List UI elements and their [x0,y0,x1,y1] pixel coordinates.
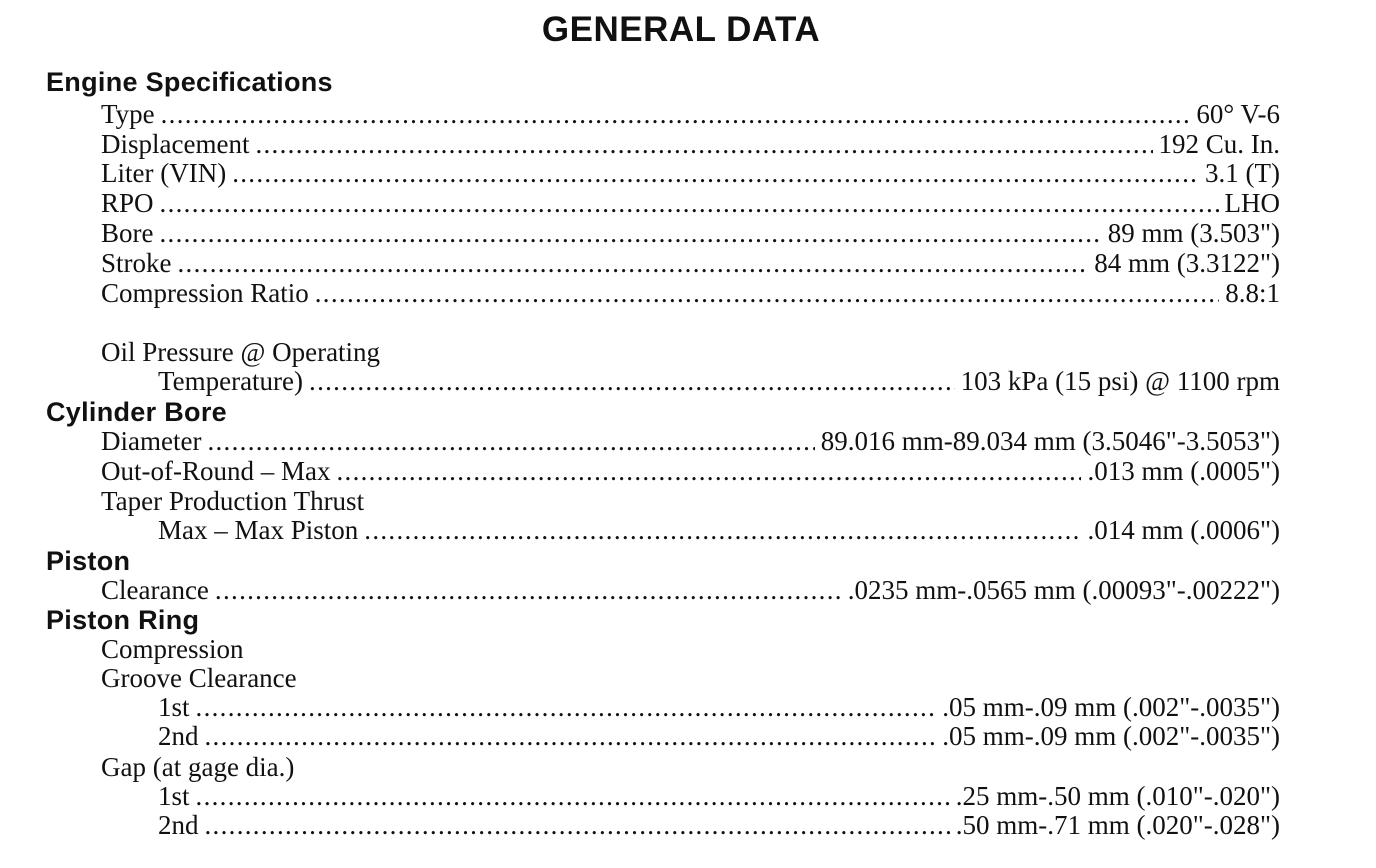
spec-label: Liter (VIN) [101,158,227,188]
taper-label: Taper Production Thrust [101,486,365,516]
spec-row-groove-1st [158,692,1280,722]
dot-leader [364,515,1081,545]
spec-label: Compression Ratio [101,278,309,308]
spec-label: 2nd [158,721,199,751]
spec-value: .05 mm-.09 mm (.002"-.0035") [942,692,1280,722]
spec-value: .014 mm (.0006") [1087,515,1280,545]
section-heading-cylinder-bore: Cylinder Bore [46,397,227,427]
dot-leader [159,218,1101,248]
gap-label: Gap (at gage dia.) [101,752,295,782]
spec-value: .25 mm-.50 mm (.010"-.020") [955,781,1280,811]
section-heading-piston: Piston [46,546,131,576]
oil-pressure-label: Oil Pressure @ Operating [101,337,381,367]
dot-leader [309,366,955,396]
spec-row-gap-1st [158,781,1280,811]
groove-clearance-label: Groove Clearance [101,663,297,693]
dot-leader [205,810,950,840]
spec-row-rpo [101,188,1280,218]
spec-label: RPO [101,188,154,218]
spec-label: Bore [101,218,154,248]
spec-label: 1st [158,781,190,811]
spec-value: LHO [1224,188,1280,218]
spec-row-type [101,99,1280,129]
spec-row-liter-vin [101,158,1280,188]
spec-value: 89 mm (3.503") [1107,218,1280,248]
spec-row-piston-clearance [101,575,1280,605]
spec-label: Temperature) [158,366,304,396]
spec-value: 84 mm (3.3122") [1094,248,1280,278]
spec-row-groove-2nd [158,721,1280,751]
dot-leader [160,188,1219,218]
spec-value: 8.8:1 [1225,278,1280,308]
spec-value: 60° V-6 [1196,99,1280,129]
dot-leader [207,426,814,456]
spec-row-oil-pressure [158,366,1280,396]
dot-leader [315,278,1219,308]
spec-row-out-of-round [101,456,1280,486]
spec-row-displacement [101,129,1280,159]
section-heading-engine-specifications: Engine Specifications [46,67,333,97]
spec-row-taper [158,515,1280,545]
dot-leader [232,158,1199,188]
spec-value: 192 Cu. In. [1158,129,1280,159]
dot-leader [196,692,937,722]
spec-label: Type [101,99,155,129]
spec-row-gap-2nd [158,810,1280,840]
spec-label: Stroke [101,248,172,278]
spec-label: 2nd [158,810,199,840]
dot-leader [178,248,1089,278]
spec-row-stroke [101,248,1280,278]
spec-value: .013 mm (.0005") [1087,456,1280,486]
dot-leader [196,781,950,811]
dot-leader [255,129,1152,159]
dot-leader [215,575,842,605]
spec-row-diameter [101,426,1280,456]
spec-value: .0235 mm-.0565 mm (.00093"-.00222") [847,575,1280,605]
spec-value: 89.016 mm-89.034 mm (3.5046"-3.5053") [820,426,1280,456]
spec-label: Displacement [101,129,250,159]
spec-value: 103 kPa (15 psi) @ 1100 rpm [960,366,1280,396]
spec-value: 3.1 (T) [1205,158,1280,188]
page-title: GENERAL DATA [541,10,821,49]
section-heading-piston-ring: Piston Ring [46,605,200,635]
dot-leader [336,456,1081,486]
dot-leader [205,721,937,751]
spec-row-compression-ratio [101,278,1280,308]
spec-row-bore [101,218,1280,248]
spec-label: Out-of-Round – Max [101,456,331,486]
spec-label: Clearance [101,575,209,605]
spec-value: .50 mm-.71 mm (.020"-.028") [955,810,1280,840]
spec-label: Max – Max Piston [158,515,359,545]
spec-label: 1st [158,692,190,722]
spec-value: .05 mm-.09 mm (.002"-.0035") [942,721,1280,751]
dot-leader [161,99,1191,129]
compression-label: Compression [101,634,244,664]
spec-label: Diameter [101,426,202,456]
